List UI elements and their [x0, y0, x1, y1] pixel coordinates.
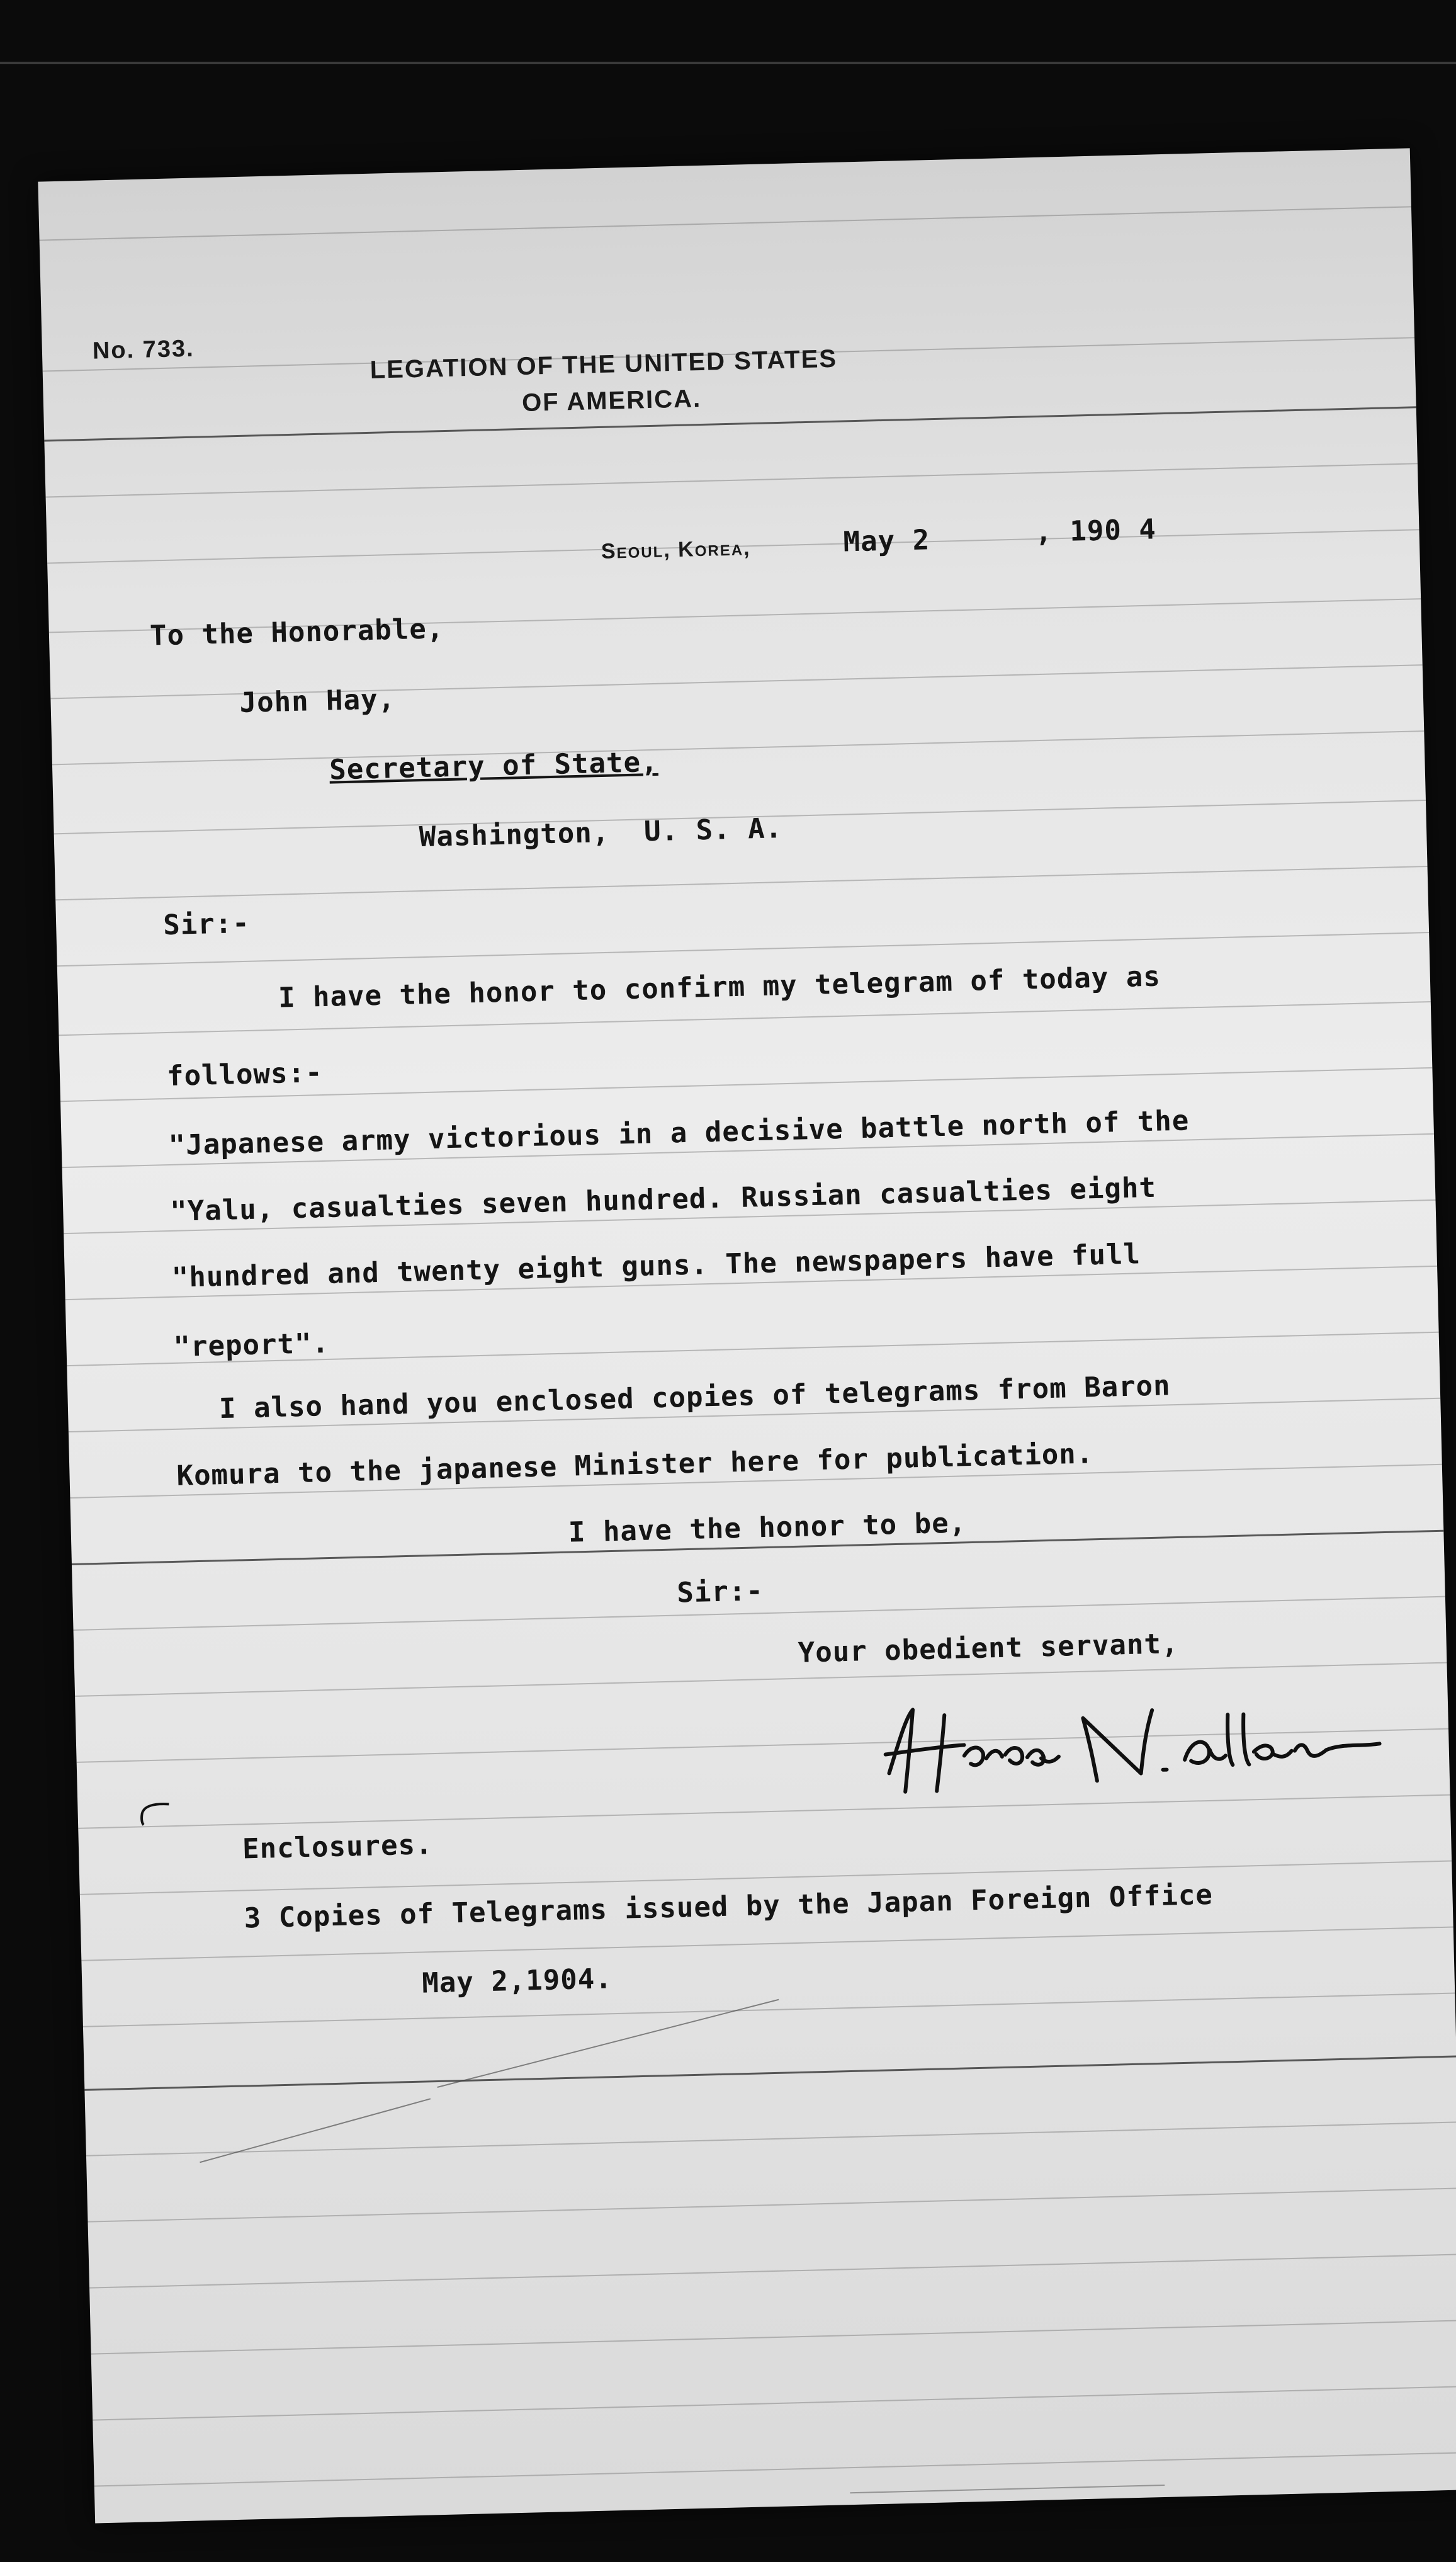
closing-line-2: Sir:-	[676, 1575, 764, 1609]
body-line-2: follows:-	[166, 1057, 324, 1093]
letter-date-month: May 2	[843, 524, 930, 558]
closing-line-1: I have the honor to be,	[568, 1507, 967, 1549]
body-line-7: I also hand you enclosed copies of telegrams from Baron	[218, 1369, 1171, 1426]
legation-heading-line1: LEGATION OF THE UNITED STATES	[370, 344, 838, 384]
film-edge-line	[0, 62, 1456, 64]
letter-page	[38, 148, 1456, 2523]
addressee-line-2: John Hay,	[239, 683, 396, 720]
enclosure-line-2: May 2,1904.	[421, 1963, 613, 2000]
addressee-line-3: Secretary of State,	[329, 745, 659, 786]
legation-heading-line2: OF AMERICA.	[521, 384, 702, 417]
body-line-5: "hundred and twenty eight guns. The newspapers have full	[171, 1238, 1141, 1294]
body-line-1: I have the honor to confirm my telegram of today as	[278, 960, 1161, 1014]
film-scratch	[200, 2098, 431, 2163]
body-line-8: Komura to the japanese Minister here for publication.	[176, 1437, 1094, 1492]
film-scratch	[850, 2485, 1165, 2493]
letter-place: Seoul, Korea,	[601, 536, 751, 564]
margin-bracket-mark	[134, 1800, 172, 1826]
closing-line-3: Your obedient servant,	[798, 1628, 1180, 1669]
handwritten-signature	[875, 1686, 1394, 1799]
body-line-3: "Japanese army victorious in a decisive battle north of the	[168, 1104, 1190, 1162]
addressee-line-4: Washington, U. S. A.	[419, 812, 783, 854]
enclosure-line-1: 3 Copies of Telegrams issued by the Japan Foreign Office	[244, 1878, 1214, 1935]
body-line-4: "Yalu, casualties seven hundred. Russian casualties eight	[169, 1171, 1157, 1228]
addressee-line-1: To the Honorable,	[149, 613, 444, 652]
letter-number: No. 733.	[92, 335, 195, 365]
salutation: Sir:-	[162, 907, 251, 942]
body-line-6: "report".	[172, 1327, 330, 1363]
enclosures-heading: Enclosures.	[242, 1828, 434, 1866]
letter-date-year: , 190 4	[1034, 513, 1157, 549]
